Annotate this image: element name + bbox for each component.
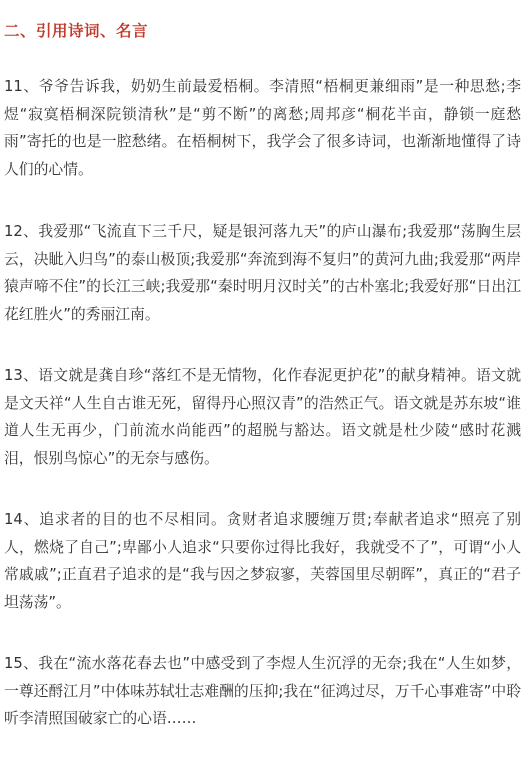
paragraph-15: 15、我在“流水落花春去也”中感受到了李煜人生沉浮的无奈;我在“人生如梦，一尊还酹江月”中体味苏轼壮志难酬的压抑;我在“征鸿过尽，万千心事难寄”中聆听李清照国破家亡的心语…… [4, 655, 521, 727]
section-heading: 二、引用诗词、名言 [4, 22, 149, 40]
paragraph-11: 11、爷爷告诉我，奶奶生前最爱梧桐。李清照“梧桐更兼细雨”是一种思愁;李煜“寂寞梧桐深院锁清秋”是“剪不断”的离愁;周邦彦“桐花半亩，静锁一庭愁雨”寄托的也是一腔愁绪。在梧桐树下，我学会了很多诗词，也渐渐地懂得了诗人们的心情。 [4, 78, 521, 178]
paragraph-13: 13、语文就是龚自珍“落红不是无情物，化作春泥更护花”的献身精神。语文就是文天祥“人生自古谁无死，留得丹心照汉青”的浩然正气。语文就是苏东坡“谁道人生无再少，门前流水尚能西”的超脱与豁达。语文就是杜少陵“感时花溅泪，恨别鸟惊心”的无奈与感伤。 [4, 367, 521, 467]
paragraph-12: 12、我爱那“飞流直下三千尺，疑是银河落九天”的庐山瀑布;我爱那“荡胸生层云，决眦入归鸟”的泰山极顶;我爱那“奔流到海不复归”的黄河九曲;我爱那“两岸猿声啼不住”的长江三峡;我爱那“秦时明月汉时关”的古朴塞北;我爱好那“日出江花红胜火”的秀丽江南。 [4, 223, 521, 323]
paragraph-14: 14、追求者的目的也不尽相同。贪财者追求腰缠万贯;奉献者追求“照亮了别人，燃烧了自己”;卑鄙小人追求“只要你过得比我好，我就受不了”，可谓“小人常戚戚”;正直君子追求的是“我与因之梦寂寥，芙蓉国里尽朝晖”，真正的“君子坦荡荡”。 [4, 511, 521, 611]
